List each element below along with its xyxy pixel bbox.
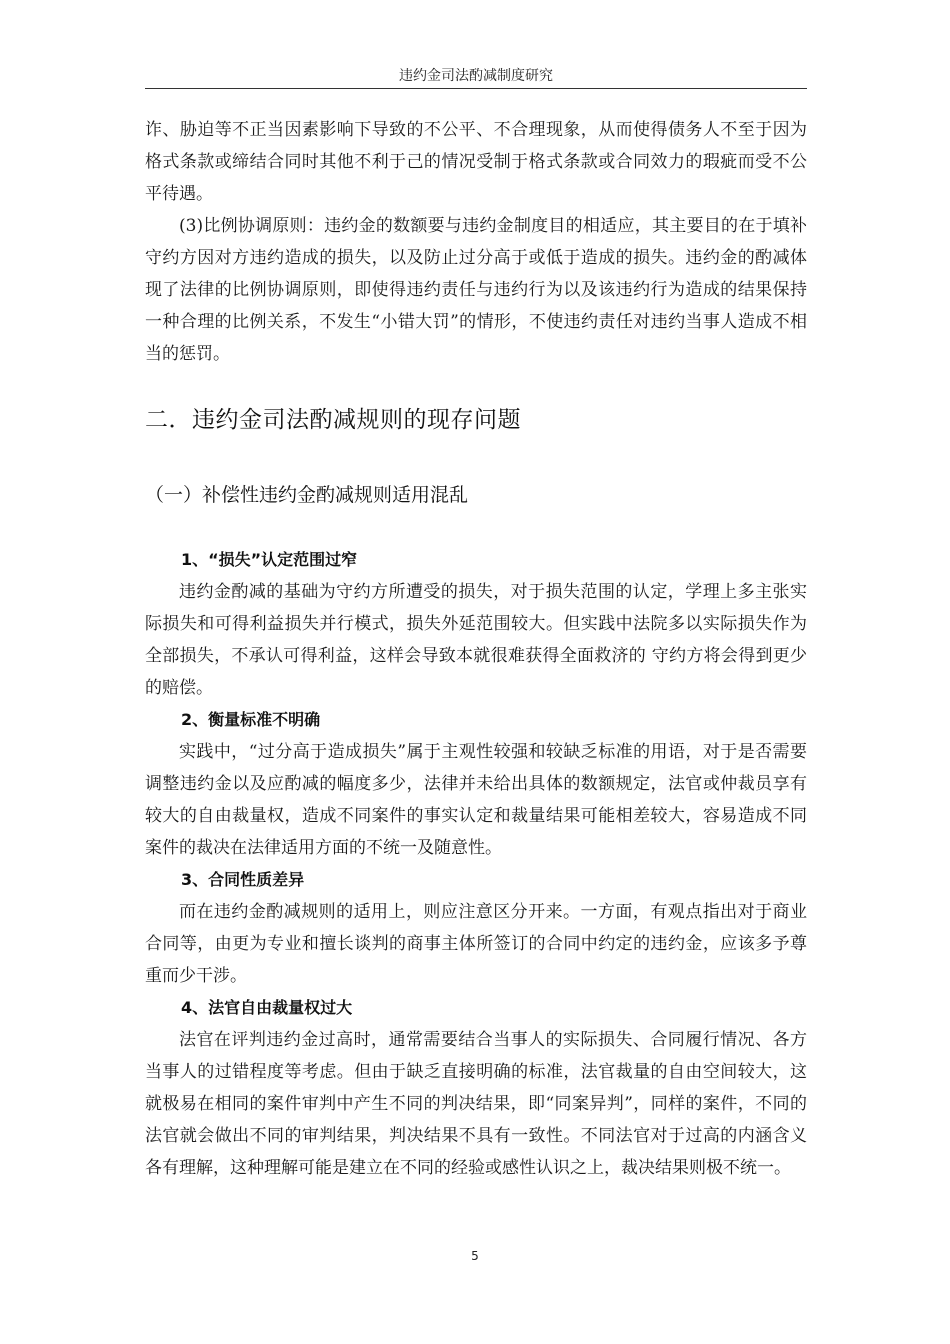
page-number: 5 [471, 1249, 479, 1263]
paragraph-proportionality-principle: (3)比例协调原则：违约金的数额要与违约金制度目的相适应，其主要目的在于填补守约方因对方违约造成的损失，以及防止过分高于或低于造成的损失。违约金的酌减体现了法律的比例协调原则，即使得违约责任与违约行为以及该违约行为造成的结果保持一种合理的比例关系，不发生“小错大罚”的情形，不使违约责任对违约当事人造成不相当的惩罚。 [145, 216, 807, 364]
paragraph-continued: 诈、胁迫等不正当因素影响下导致的不公平、不合理现象，从而使得债务人不至于因为格式条款或缔结合同时其他不利于己的情况受制于格式条款或合同效力的瑕疵而受不公平待遇。 [145, 120, 807, 204]
section-heading: 二．违约金司法酌减规则的现存问题 [145, 407, 521, 433]
item-paragraph-4: 法官在评判违约金过高时，通常需要结合当事人的实际损失、合同履行情况、各方当事人的过错程度等考虑。但由于缺乏直接明确的标准，法官裁量的自由空间较大，这就极易在相同的案件审判中产生不同的判决结果，即“同案异判”，同样的案件，不同的法官就会做出不同的审判结果，判决结果不具有一致性。不同法官对于过高的内涵含义各有理解，这种理解可能是建立在不同的经验或感性认识之上，裁决结果则极不统一。 [145, 1030, 807, 1178]
item-heading-4: 4、法官自由裁量权过大 [181, 998, 353, 1017]
header-rule [145, 88, 807, 89]
item-paragraph-1: 违约金酌减的基础为守约方所遭受的损失，对于损失范围的认定，学理上多主张实际损失和可得利益损失并行模式，损失外延范围较大。但实践中法院多以实际损失作为全部损失，不承认可得利益，这样会导致本就很难获得全面救济的 守约方将会得到更少的赔偿。 [145, 582, 807, 698]
running-header: 违约金司法酌减制度研究 [399, 68, 553, 84]
item-paragraph-3: 而在违约金酌减规则的适用上，则应注意区分开来。一方面，有观点指出对于商业合同等，由更为专业和擅长谈判的商事主体所签订的合同中约定的违约金，应该多予尊重而少干涉。 [145, 902, 807, 986]
item-paragraph-2: 实践中，“过分高于造成损失”属于主观性较强和较缺乏标准的用语，对于是否需要调整违约金以及应酌减的幅度多少，法律并未给出具体的数额规定，法官或仲裁员享有较大的自由裁量权，造成不同案件的事实认定和裁量结果可能相差较大，容易造成不同案件的裁决在法律适用方面的不统一及随意性。 [145, 742, 807, 858]
item-heading-3: 3、合同性质差异 [181, 870, 305, 889]
subsection-heading: （一）补偿性违约金酌减规则适用混乱 [145, 484, 469, 506]
page-body [145, 114, 807, 1184]
item-heading-1: 1、“损失”认定范围过窄 [181, 550, 358, 569]
item-heading-2: 2、衡量标准不明确 [181, 710, 321, 729]
